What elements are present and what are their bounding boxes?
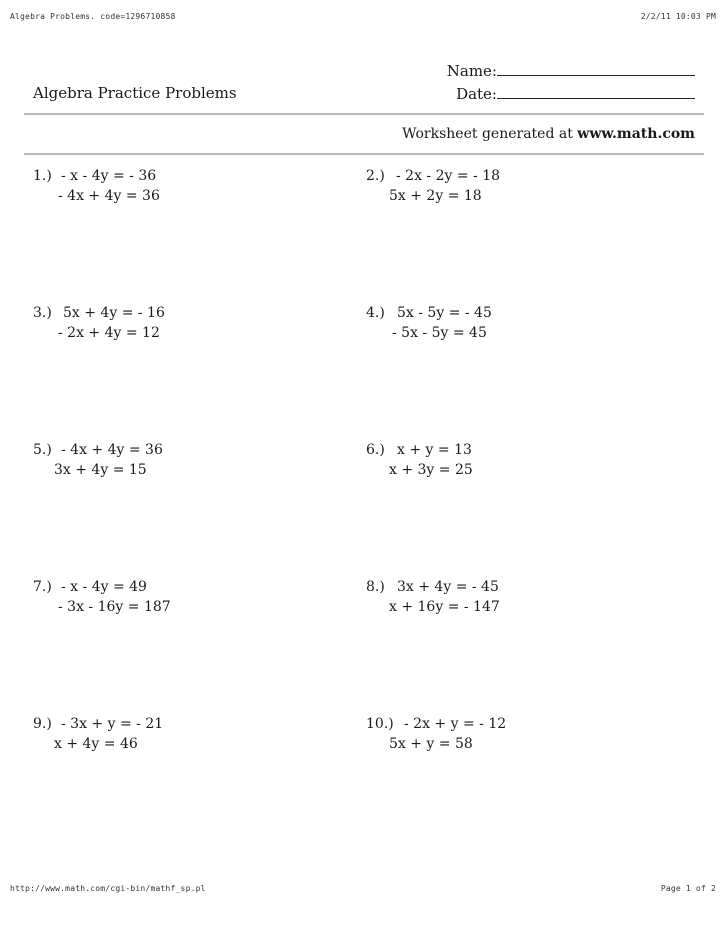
problem-equation-2: 5x + 2y = 18 [389,188,482,204]
print-header [10,12,716,21]
problem-equation-2: 3x + 4y = 15 [54,462,147,478]
problem-number: 7.) [33,579,52,595]
print-header-timestamp: 2/2/11 10:03 PM [640,12,716,21]
problem-number: 10.) [366,716,394,732]
print-footer-url: http://www.math.com/cgi-bin/mathf_sp.pl [10,884,206,893]
problem-equation-2: - 5x - 5y = 45 [392,325,487,341]
name-blank-line [497,61,695,76]
problem-equation-1: 5x + 4y = - 16 [63,305,165,321]
problem-number: 9.) [33,716,52,732]
date-field [456,84,695,103]
problem-equation-1: - 2x - 2y = - 18 [396,168,501,184]
problem-equation-2: x + 4y = 46 [54,736,138,752]
problem-equation-1: 3x + 4y = - 45 [397,579,499,595]
problem-number: 3.) [33,305,52,321]
problem-number: 5.) [33,442,52,458]
problem-equation-2: x + 16y = - 147 [389,599,500,615]
name-field [447,61,695,80]
header-divider-bottom [24,153,704,155]
problem-equation-2: - 2x + 4y = 12 [58,325,160,341]
problem-number: 2.) [366,168,385,184]
problem-equation-1: x + y = 13 [397,442,472,458]
problem-equation-2: - 3x - 16y = 187 [58,599,171,615]
header-divider-top [24,113,704,115]
problem-equation-1: 5x - 5y = - 45 [397,305,492,321]
problem-equation-1: - x - 4y = - 36 [61,168,157,184]
problem-equation-2: - 4x + 4y = 36 [58,188,160,204]
problem-number: 1.) [33,168,52,184]
problem-equation-1: - 2x + y = - 12 [404,716,507,732]
problem-equation-1: - 4x + 4y = 36 [61,442,163,458]
generated-note [402,126,695,142]
print-footer [10,884,716,893]
problem-equation-2: 5x + y = 58 [389,736,473,752]
problem-equation-2: x + 3y = 25 [389,462,473,478]
problem-equation-1: - x - 4y = 49 [61,579,147,595]
problem-number: 4.) [366,305,385,321]
generated-site-link[interactable]: www.math.com [577,126,695,142]
problem-number: 8.) [366,579,385,595]
page-title: Algebra Practice Problems [33,84,237,102]
date-label: Date: [456,85,497,103]
problem-equation-1: - 3x + y = - 21 [61,716,164,732]
print-header-title: Algebra Problems. code=1296710858 [10,12,176,21]
generated-prefix: Worksheet generated at [402,126,573,142]
problem-number: 6.) [366,442,385,458]
date-blank-line [497,84,695,99]
page-number: Page 1 of 2 [660,884,716,893]
name-label: Name: [446,62,497,80]
